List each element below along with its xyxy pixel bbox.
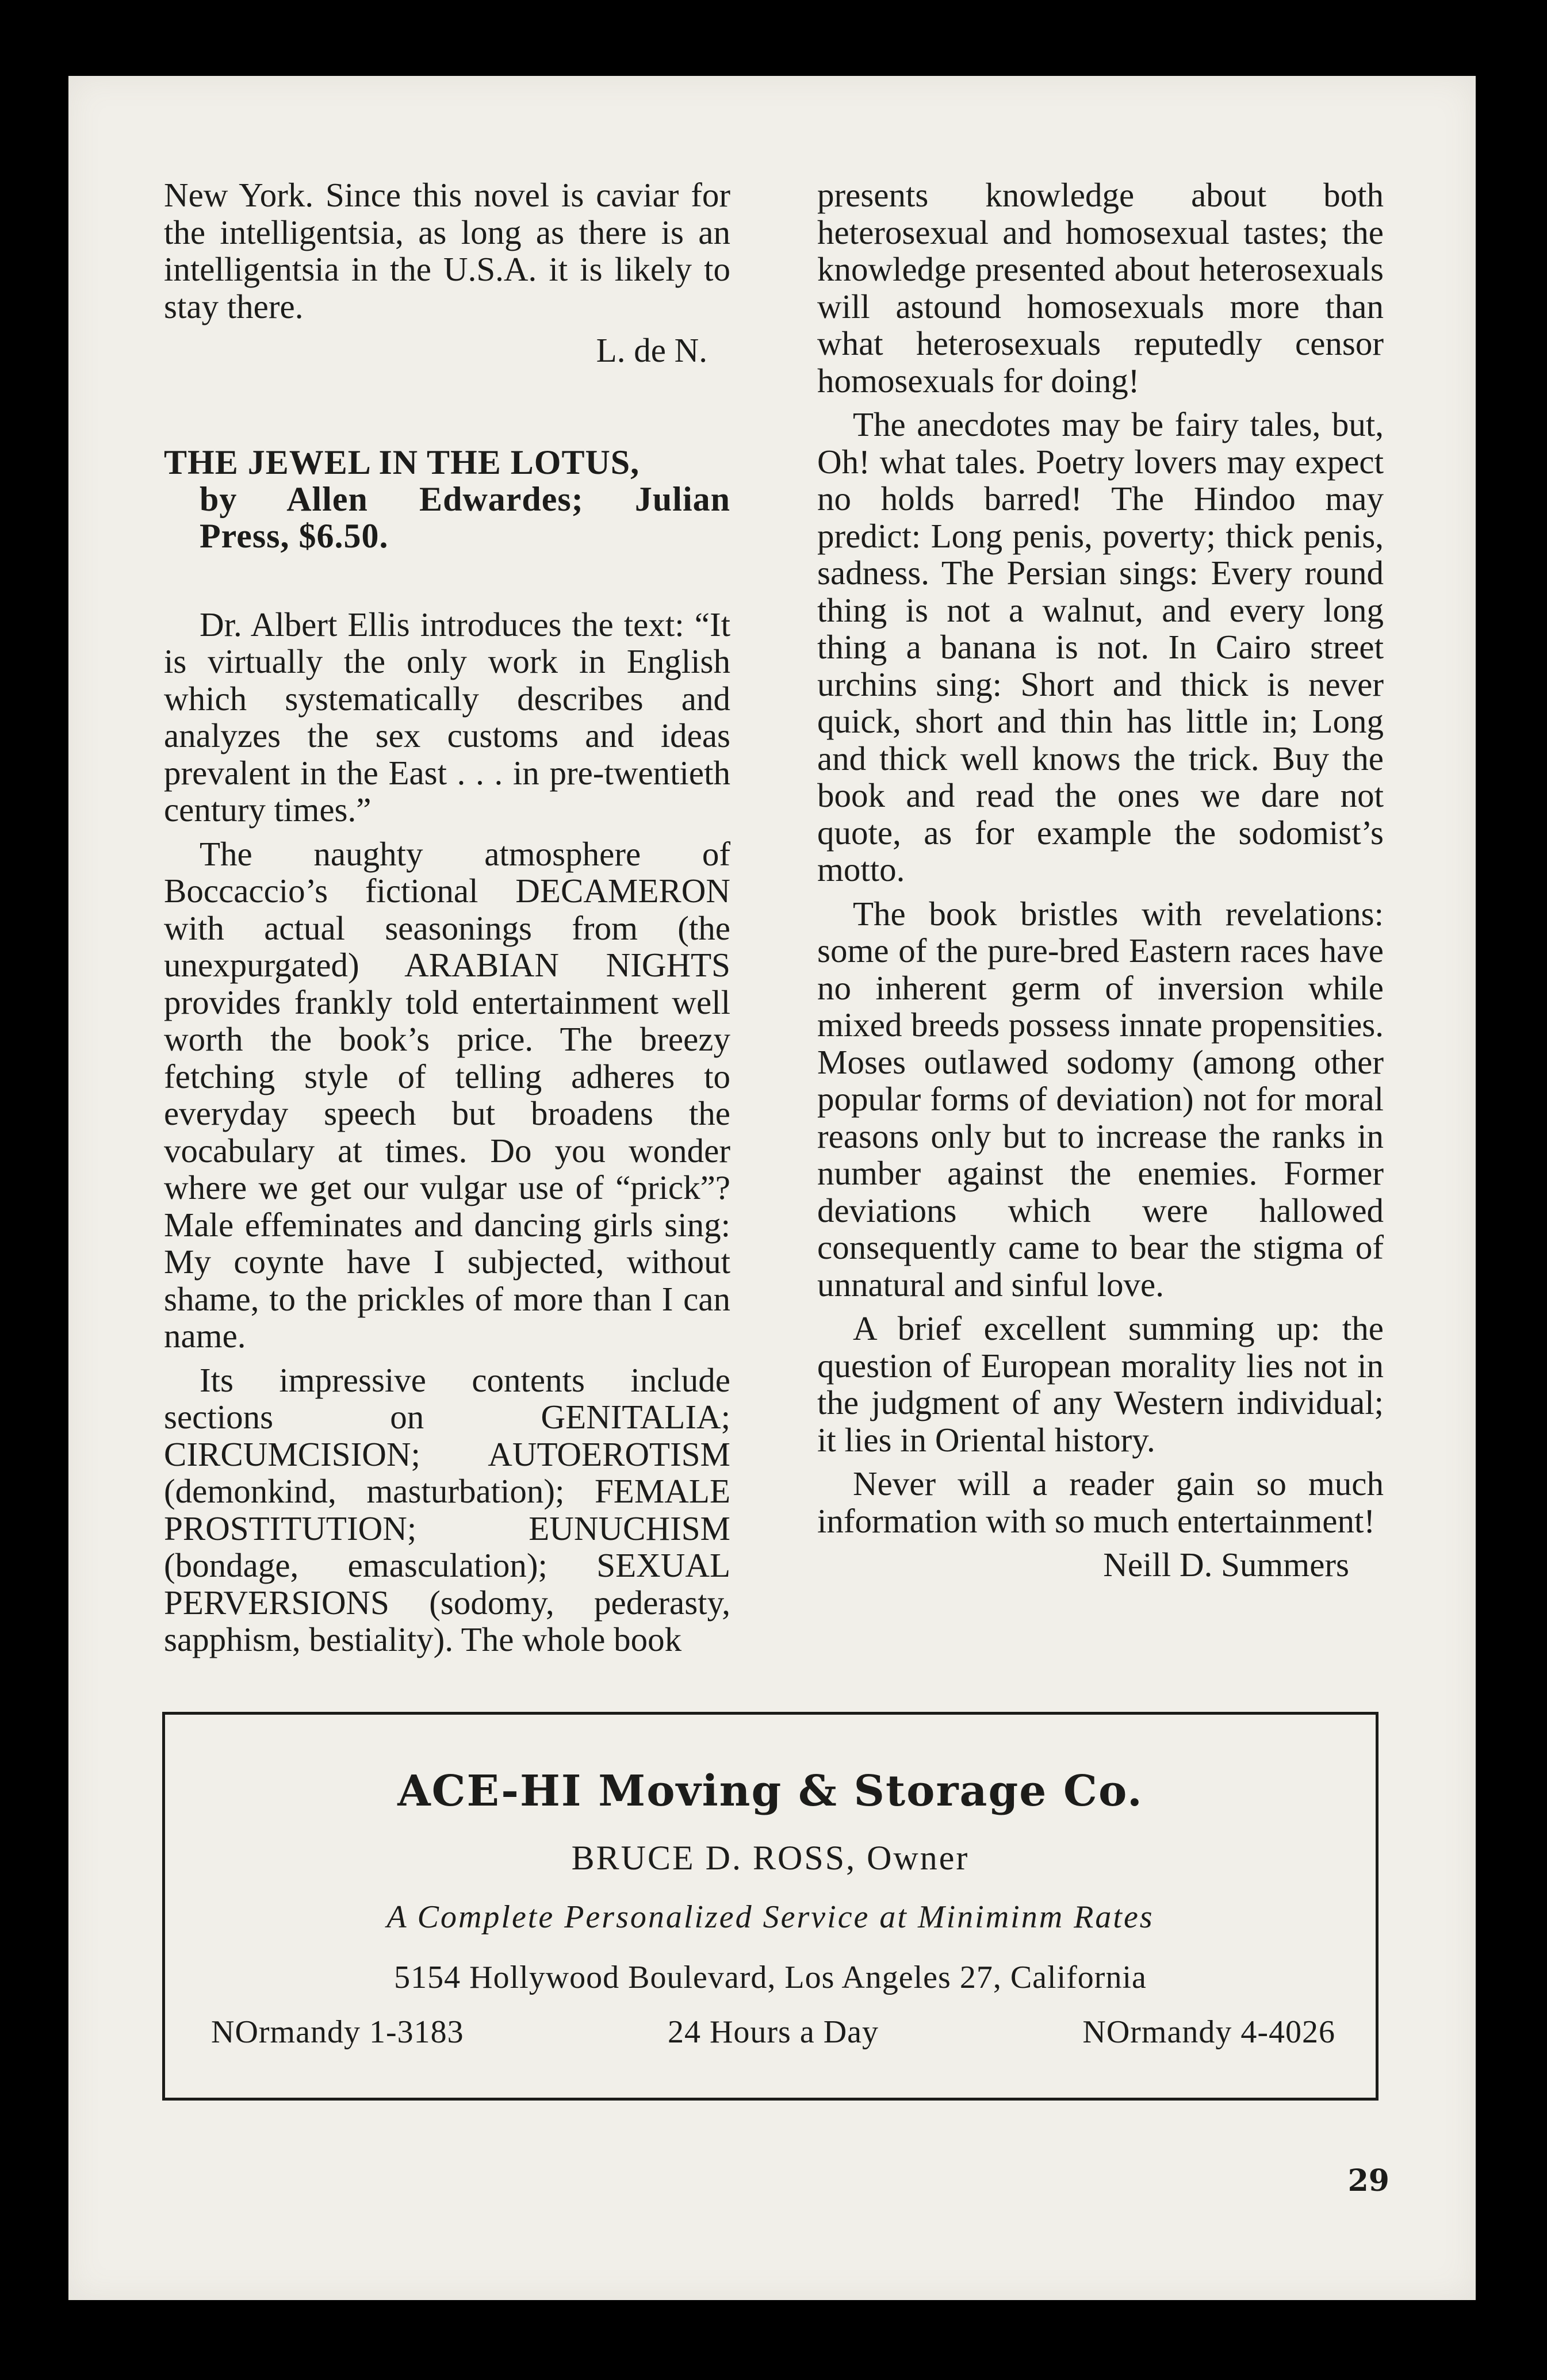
review-paragraph: The anecdotes may be fairy tales, but, Oh! what tales. Poetry lovers may expect no holds barred! The Hindoo may predict: Long penis, poverty; thick penis, sadness. The Persian sings: Every round thing is not a walnut, and every long thing a banana is not. In Cairo street urchins sing: Short and thick is never quick, short and thin has little in; Long and thick well knows the trick. Buy the book and read the ones we dare not quote, as for example the sodomist’s motto. <box>817 405 1384 888</box>
review-signature: Neill D. Summers <box>1103 1546 1349 1584</box>
review-paragraph: A brief excellent summing up: the question of European morality lies not in the judgment of any Western individual; it lies in Oriental history. <box>817 1309 1384 1459</box>
intro-paragraph: New York. Since this novel is caviar for the intelligentsia, as long as there is an intelligentsia in the U.S.A. it is likely to stay there. <box>164 176 730 325</box>
review-paragraph: presents knowledge about both heterosexual and homosexual tastes; the knowledge presented about heterosexuals will astound homosexuals more than what heterosexuals reputedly censor homosexuals for doing! <box>817 176 1384 400</box>
review-paragraph: Never will a reader gain so much information with so much entertainment! <box>817 1465 1384 1540</box>
review-paragraph: The naughty atmosphere of Boccaccio’s fictional DECAMERON with actual seasonings from (the unexpurgated) ARABIAN NIGHTS provides frankly told entertainment well worth the book’s price. The breezy fetching style of telling adheres to everyday speech but broadens the vocabulary at times. Do you wonder where we get our vulgar use of “prick”? Male effeminates and dancing girls sing: My coynte have I subjected, without shame, to the prickles of more than I can name. <box>164 834 730 1355</box>
review-paragraph: Its impressive contents include sections on GENITALIA; CIRCUMCISION; AUTOEROTISM (demonkind, masturbation); FEMALE PROSTITUTION; EUNUCHISM (bondage, emasculation); SEXUAL PERVERSIONS (sodomy, pederasty, sapphism, bestiality). The whole book <box>164 1360 730 1658</box>
ad-contact-row <box>211 2014 1335 2051</box>
review-heading <box>164 444 730 554</box>
review-heading-title: THE JEWEL IN THE LOTUS, <box>164 443 640 481</box>
ad-company-name: ACE-HI Moving & Storage Co. <box>397 1766 1143 1816</box>
ad-address: 5154 Hollywood Boulevard, Los Angeles 27, California <box>394 1960 1147 1995</box>
ad-slogan: A Complete Personalized Service at Miniminm Rates <box>386 1899 1154 1935</box>
page-number: 29 <box>1347 2163 1389 2198</box>
ad-owner: BRUCE D. ROSS, Owner <box>571 1839 970 1877</box>
right-column <box>817 177 1384 1584</box>
ad-hours: 24 Hours a Day <box>667 2014 879 2050</box>
ad-phone-right: NOrmandy 4-4026 <box>1082 2014 1335 2050</box>
review-heading-author: by Allen Edwardes; Julian <box>200 480 730 518</box>
review-paragraph: The book bristles with revelations: some of the pure-bred Eastern races have no inherent germ of inversion while mixed breeds possess innate propensities. Moses outlawed sodomy (among other popular forms of deviation) not for moral reasons only but to increase the ranks in number against the enemies. Former deviations which were hallowed consequently came to bear the stigma of unnatural and sinful love. <box>817 894 1384 1304</box>
review-paragraph: Dr. Albert Ellis introduces the text: “It is virtually the only work in English which systematically describes and analyzes the sex customs and ideas prevalent in the East . . . in pre-twentieth century times.” <box>164 605 730 829</box>
left-column <box>164 177 730 1658</box>
intro-signature: L. de N. <box>596 331 707 369</box>
magazine-page <box>68 76 1476 2300</box>
advertisement-box <box>162 1712 1378 2101</box>
review-heading-publisher: Press, $6.50. <box>200 516 389 555</box>
ad-phone-left: NOrmandy 1-3183 <box>211 2014 464 2050</box>
